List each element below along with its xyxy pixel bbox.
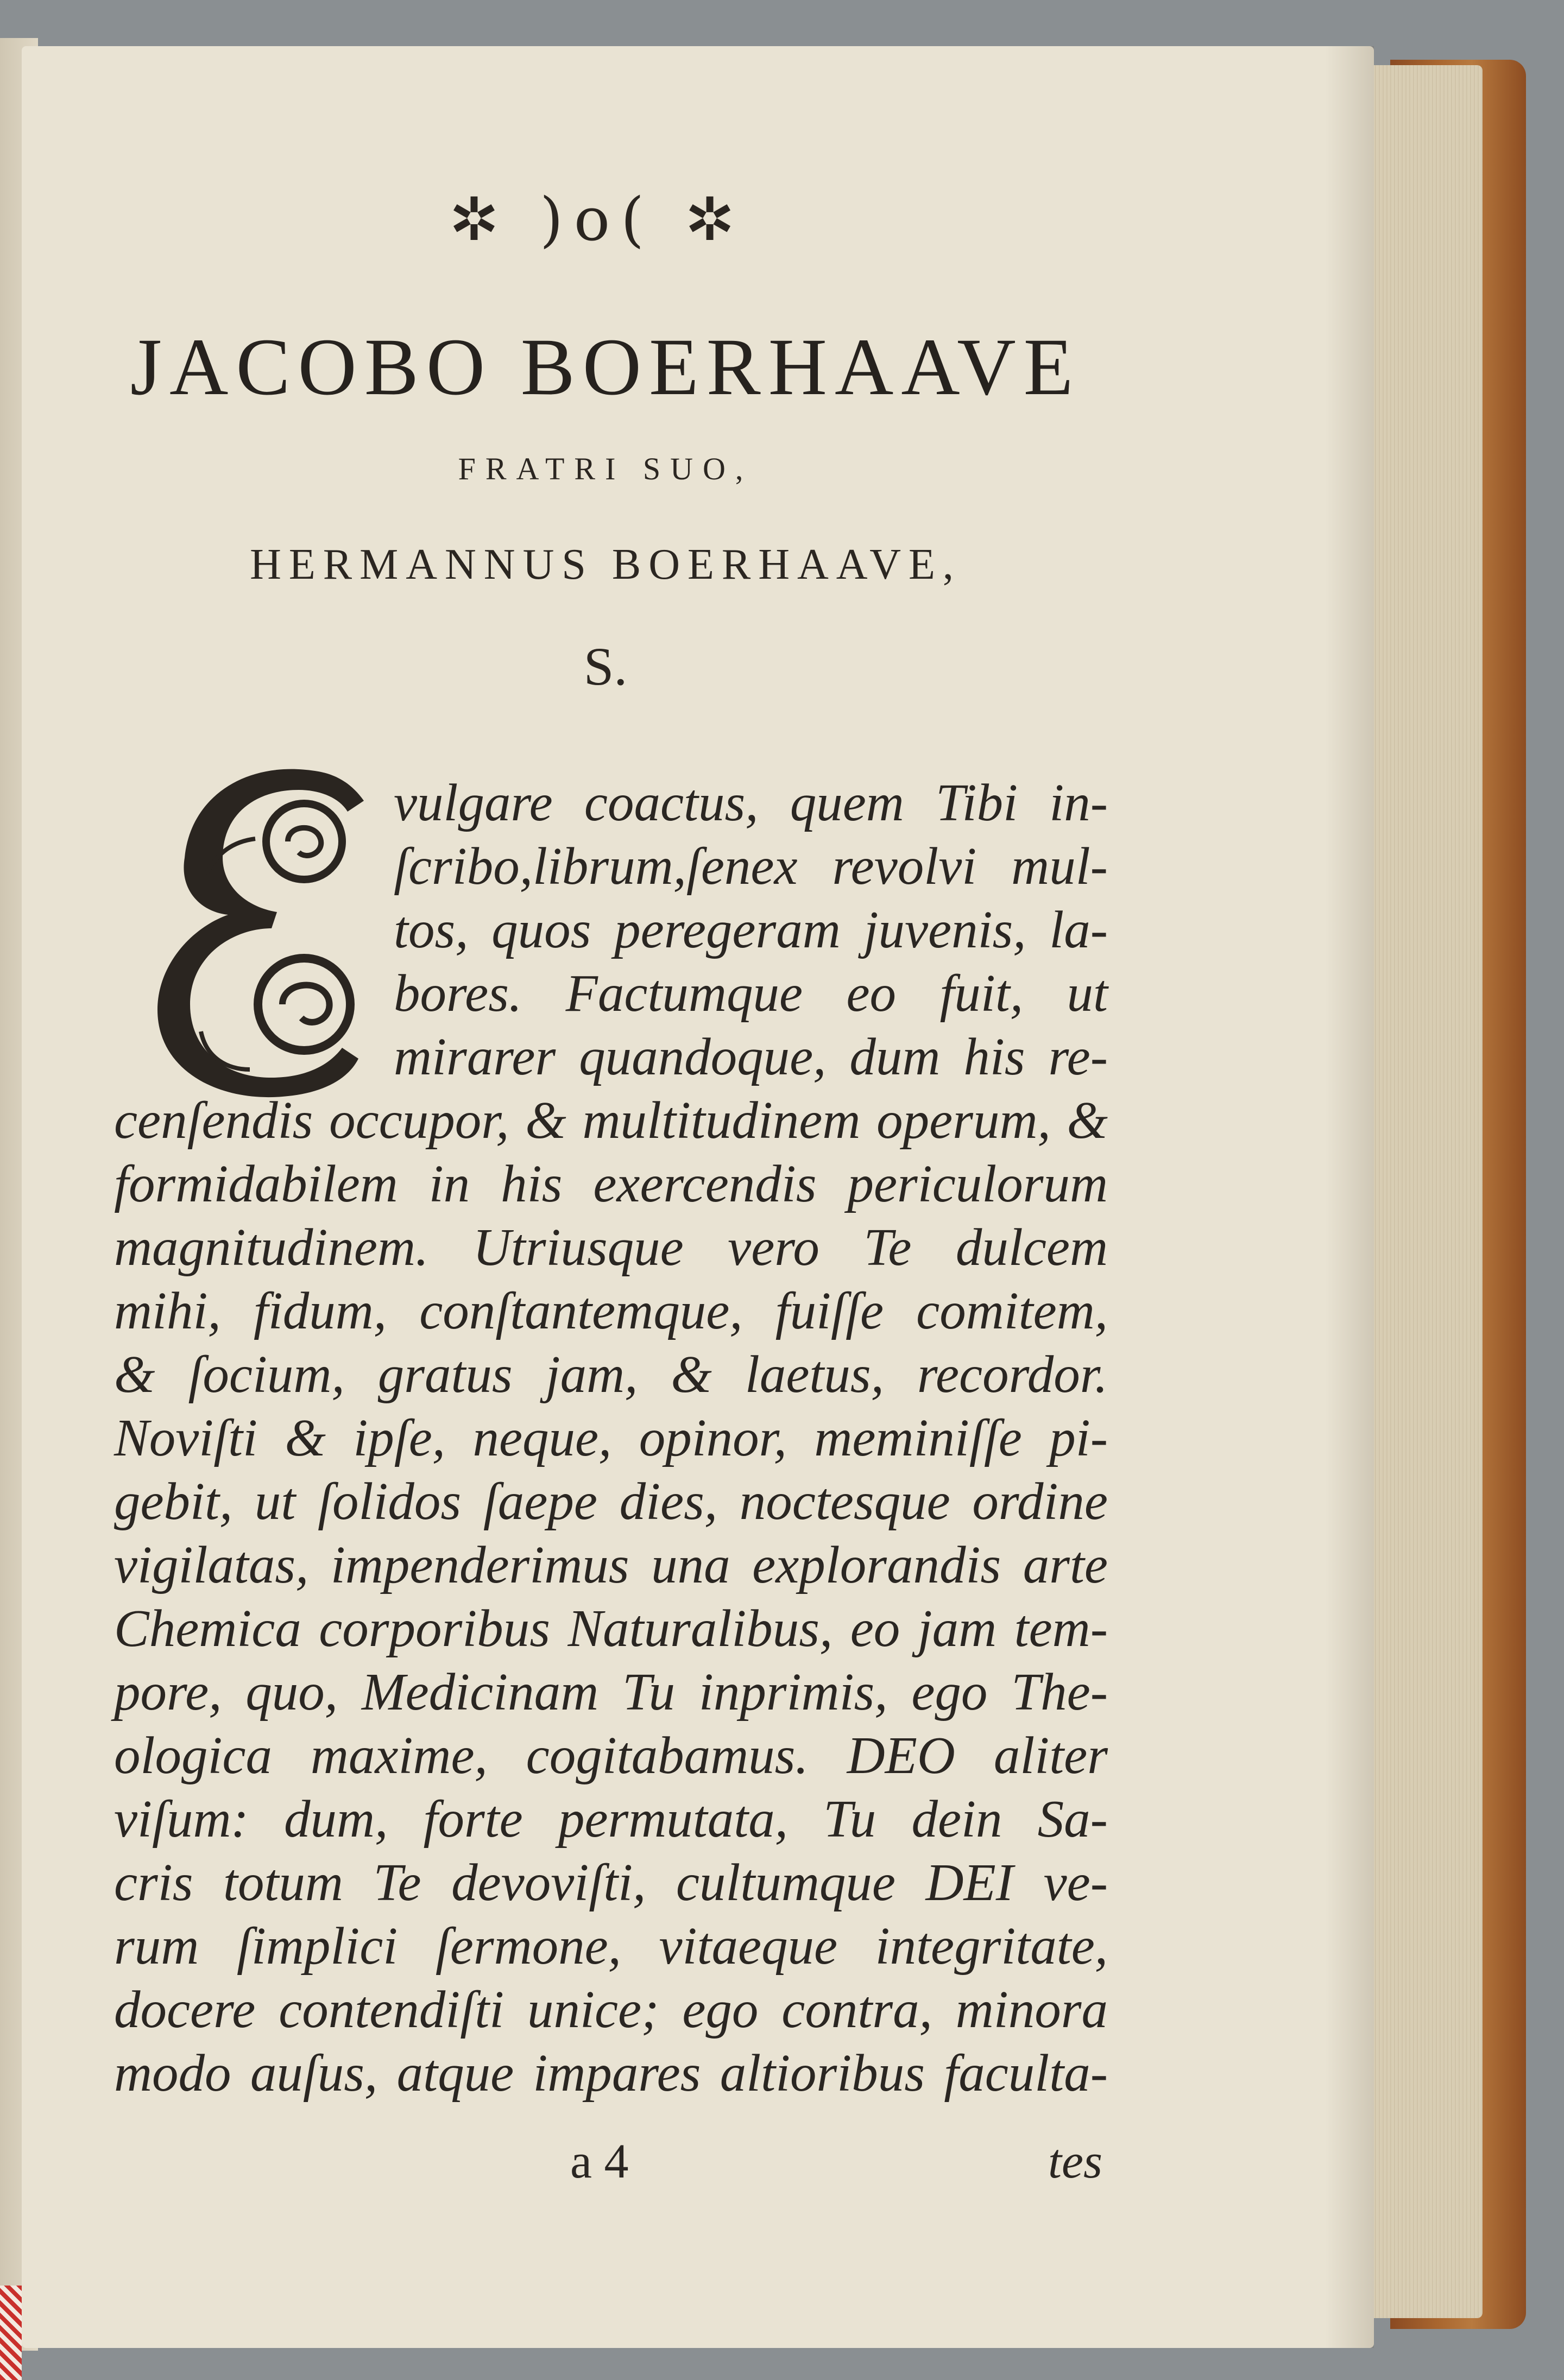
text-line: & ſocium, gratus jam, & laetus, recordor.: [114, 1345, 1108, 1403]
text-line: Noviſti & ipſe, neque, opinor, meminiſſe pi-: [114, 1409, 1108, 1467]
dedication-subtitle: FRATRI SUO,: [458, 451, 753, 486]
text-line: cenſendis occupor, & multitudinem operum, &: [114, 1091, 1108, 1149]
text-line: Chemica corporibus Naturalibus, eo jam tem-: [114, 1599, 1108, 1657]
text-line: gebit, ut ſolidos ſaepe dies, noctesque ordine: [114, 1472, 1108, 1530]
text-line: formidabilem in his exercendis periculorum: [114, 1155, 1108, 1213]
text-line: bores. Factumque eo fuit, ut: [394, 964, 1108, 1022]
catchword: tes: [1048, 2135, 1102, 2188]
text-line: modo auſus, atque impares altioribus faculta-: [114, 2044, 1108, 2102]
page-footer: [109, 2134, 1102, 2193]
dedication-body: [114, 771, 1108, 2105]
text-line: magnitudinem. Utriusque vero Te dulcem: [114, 1218, 1108, 1276]
text-line: viſum: dum, forte permutata, Tu dein Sa-: [114, 1790, 1108, 1848]
gutter-shadow: [1325, 46, 1374, 2348]
text-line: mihi, fidum, conſtantemque, fuiſſe comitem,: [114, 1282, 1108, 1340]
dedication-title: JACOBO BOERHAAVE: [130, 322, 1081, 412]
text-line: ologica maxime, cogitabamus. DEO aliter: [114, 1726, 1108, 1784]
text-line: tos, quos peregeram juvenis, la-: [394, 901, 1108, 959]
text-line: vigilatas, impenderimus una explorandis arte: [114, 1536, 1108, 1594]
text-line: docere contendiſti unice; ego contra, minora: [114, 1980, 1108, 2039]
dedication-author: HERMANNUS BOERHAAVE,: [250, 541, 961, 588]
ornament-header: ✲ )o( ✲: [449, 185, 746, 254]
salutation: S.: [583, 636, 628, 697]
text-line: mirarer quandoque, dum his re-: [394, 1028, 1108, 1086]
text-line: rum ſimplici ſermone, vitaeque integritate,: [114, 1917, 1108, 1975]
text-line: pore, quo, Medicinam Tu inprimis, ego The-: [114, 1663, 1108, 1721]
ribbon-bookmark: [0, 2286, 22, 2380]
page-edges: [1358, 65, 1483, 2318]
text-line: cris totum Te devoviſti, cultumque DEI ve-: [114, 1853, 1108, 1911]
text-line: vulgare coactus, quem Tibi in-: [394, 774, 1108, 832]
signature-mark: a 4: [570, 2135, 629, 2188]
text-line: ſcribo,librum,ſenex revolvi mul-: [394, 837, 1108, 895]
